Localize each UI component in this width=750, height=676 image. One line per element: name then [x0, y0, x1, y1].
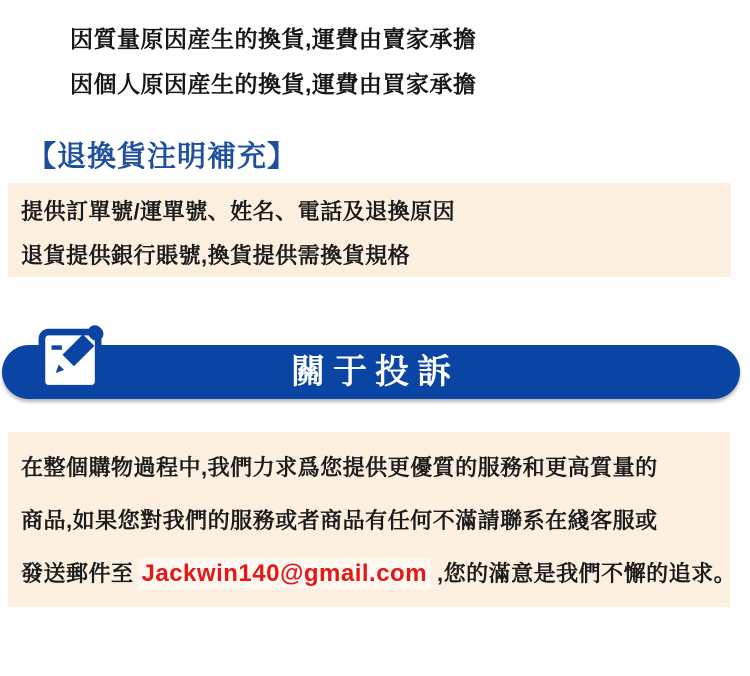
returns-note-line-1: 提供訂單號/運單號、姓名、電話及退換原因 — [21, 199, 456, 224]
exchange-policy-buyer-line: 因個人原因産生的換貨,運費由買家承擔 — [70, 71, 477, 97]
returns-note-heading: 【退換貨注明補充】 — [27, 141, 298, 173]
complaint-line-2: 商品,如果您對我們的服務或者商品有任何不滿請聯系在綫客服或 — [21, 508, 658, 533]
contact-email-text: Jackwin140@gmail.com — [138, 558, 432, 589]
complaint-line-3-suffix: ,您的滿意是我們不懈的追求。 — [437, 561, 737, 586]
complaint-line-3 — [21, 547, 737, 600]
returns-note-line-2: 退貨提供銀行賬號,換貨提供需換貨規格 — [21, 243, 411, 268]
pencil-note-icon — [36, 311, 110, 393]
complaint-banner — [2, 345, 740, 399]
complaint-line-3-prefix: 發送郵件至 — [21, 561, 134, 586]
complaint-text-box — [8, 432, 737, 607]
exchange-policy-seller-line: 因質量原因産生的換貨,運費由賣家承擔 — [70, 26, 477, 52]
returns-note-box — [8, 183, 731, 277]
complaint-banner-title: 關于投訴 — [291, 353, 459, 391]
complaint-line-1: 在整個購物過程中,我們力求爲您提供更優質的服務和更高質量的 — [21, 455, 658, 480]
